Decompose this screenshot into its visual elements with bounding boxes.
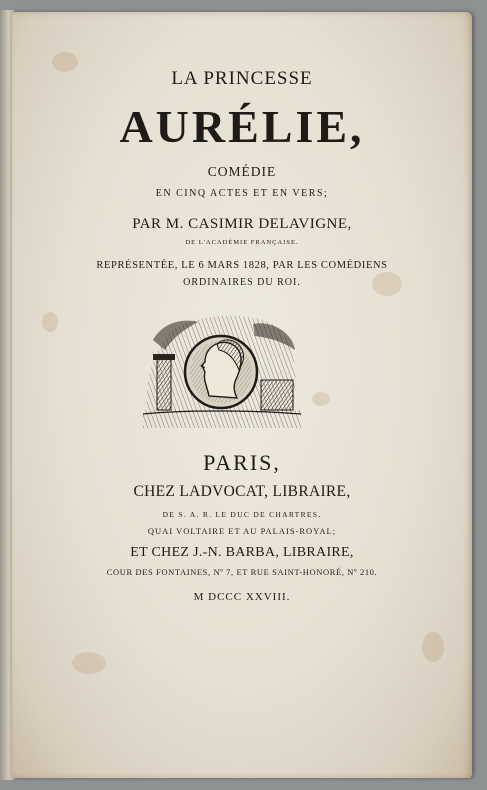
author-line: PAR M. CASIMIR DELAVIGNE, — [132, 216, 352, 232]
imprint-publisher-1-title: DE S. A. R. LE DUC DE CHARTRES, — [162, 510, 322, 519]
acts-line: EN CINQ ACTES ET EN VERS; — [155, 188, 329, 199]
genre-line: COMÉDIE — [207, 164, 277, 179]
imprint-date: M DCCC XXVIII. — [193, 591, 291, 603]
medallion-profile-engraving-icon — [143, 310, 301, 428]
author-affiliation: DE L'ACADÉMIE FRANÇAISE. — [185, 239, 299, 246]
imprint-publisher-2-address: COUR DES FONTAINES, Nº 7, ET RUE SAINT-HONORÉ, Nº 210. — [106, 567, 378, 577]
main-title: AURÉLIE, — [119, 101, 365, 152]
subtitle-la-princesse: LA PRINCESSE — [171, 68, 313, 89]
title-page — [12, 12, 472, 778]
performance-line-cont: ORDINAIRES DU ROI. — [183, 277, 301, 288]
imprint-publisher-2: ET CHEZ J.-N. BARBA, LIBRAIRE, — [130, 545, 354, 560]
imprint-publisher-1-address: QUAI VOLTAIRE ET AU PALAIS-ROYAL; — [147, 526, 337, 536]
imprint-publisher-1: CHEZ LADVOCAT, LIBRAIRE, — [133, 483, 351, 500]
performance-line: REPRÉSENTÉE, LE 6 MARS 1828, PAR LES COMÉDIENS — [96, 260, 388, 271]
imprint-city: PARIS, — [203, 450, 281, 475]
